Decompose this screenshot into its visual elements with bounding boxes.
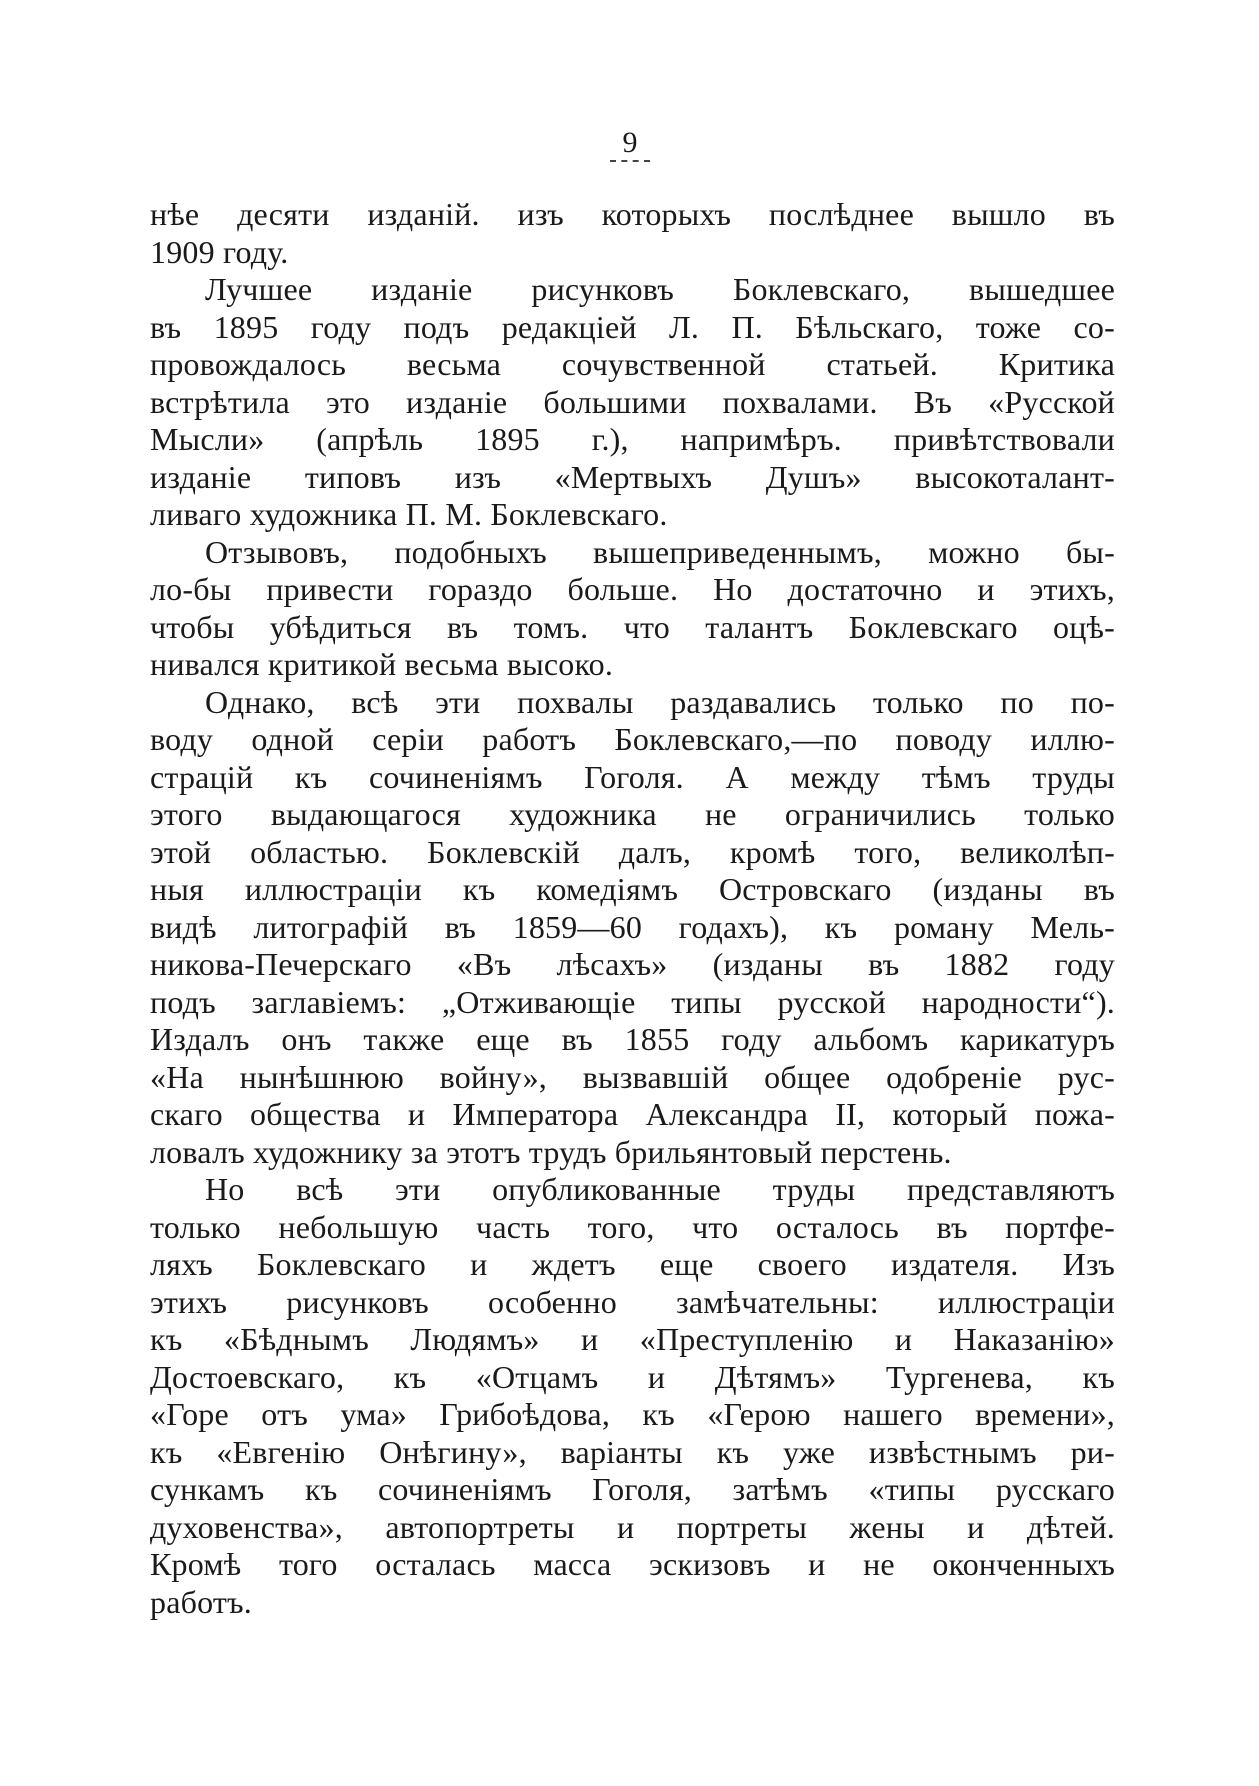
- text-line: никова-Печерскаго «Въ лѣсахъ» (изданы въ 1882 году: [150, 946, 1115, 982]
- text-line: Однако, всѣ эти похвалы раздавались только по по-: [205, 683, 1115, 720]
- text-line: нивался критикой весьма высоко.: [150, 646, 614, 682]
- text-line: Достоевскаго, къ «Отцамъ и Дѣтямъ» Тургенева, къ: [150, 1358, 1115, 1395]
- text-line: работъ.: [150, 1583, 252, 1620]
- text-line: воду одной серіи работъ Боклевскаго,—по поводу иллю-: [150, 721, 1115, 757]
- text-line: ливаго художника П. М. Боклевскаго.: [150, 496, 668, 532]
- text-line: ло-бы привести гораздо больше. Но достаточно и этихъ,: [150, 571, 1115, 607]
- page-number: [560, 128, 700, 162]
- text-line: встрѣтила это изданіе большими похвалами. Въ «Русской: [150, 383, 1115, 420]
- text-line: видѣ литографій въ 1859—60 годахъ), къ роману Мель-: [150, 908, 1115, 945]
- text-line: «На нынѣшнюю войну», вызвавшій общее одобреніе рус-: [150, 1058, 1115, 1095]
- text-line: сункамъ къ сочиненіямъ Гоголя, затѣмъ «типы русскаго: [150, 1471, 1115, 1507]
- text-line: провождалось весьма сочувственной статьей. Критика: [150, 346, 1115, 382]
- text-line: страцій къ сочиненіямъ Гоголя. А между тѣмъ труды: [150, 758, 1115, 795]
- text-line: изданіе типовъ изъ «Мертвыхъ Душъ» высокоталант-: [150, 458, 1115, 495]
- text-line: Отзывовъ, подобныхъ вышеприведеннымъ, можно бы-: [205, 533, 1115, 570]
- text-line: Кромѣ того осталась масса эскизовъ и не оконченныхъ: [150, 1546, 1115, 1582]
- text-line: этой областью. Боклевскій далъ, кромѣ того, великолѣп-: [150, 833, 1115, 870]
- text-line: ловалъ художнику за этотъ трудъ брильянтовый перстень.: [150, 1133, 952, 1170]
- text-line: подъ заглавіемъ: „Отживающіе типы русской народности“).: [150, 983, 1115, 1020]
- page-number-rule: [610, 160, 650, 162]
- text-line: чтобы убѣдиться въ томъ. что талантъ Боклевскаго оцѣ-: [150, 608, 1115, 645]
- text-line: ляхъ Боклевскаго и ждетъ еще своего издателя. Изъ: [150, 1246, 1115, 1282]
- text-line: Лучшее изданіе рисунковъ Боклевскаго, вышедшее: [205, 271, 1115, 307]
- text-line: скаго общества и Императора Александра II, который пожа-: [150, 1096, 1115, 1132]
- text-line: нѣе десяти изданій. изъ которыхъ послѣднее вышло въ: [150, 196, 1115, 232]
- text-line: ныя иллюстраціи къ комедіямъ Островскаго (изданы въ: [150, 871, 1115, 907]
- text-line: этихъ рисунковъ особенно замѣчательны: иллюстраціи: [150, 1283, 1115, 1320]
- page-number-text: 9: [622, 126, 638, 159]
- body-text: [150, 196, 1115, 1621]
- text-line: только небольшую часть того, что осталось въ портфе-: [150, 1208, 1115, 1245]
- text-line: Мысли» (апрѣль 1895 г.), напримѣръ. привѣтствовали: [150, 421, 1115, 457]
- text-line: къ «Бѣднымъ Людямъ» и «Преступленію и Наказанію»: [150, 1321, 1115, 1357]
- text-line: Но всѣ эти опубликованные труды представляютъ: [205, 1171, 1115, 1207]
- text-line: въ 1895 году подъ редакціей Л. П. Бѣльскаго, тоже со-: [150, 308, 1115, 345]
- text-line: Издалъ онъ также еще въ 1855 году альбомъ карикатуръ: [150, 1021, 1115, 1057]
- text-line: духовенства», автопортреты и портреты жены и дѣтей.: [150, 1508, 1115, 1545]
- text-line: «Горе отъ ума» Грибоѣдова, къ «Герою нашего времени»,: [150, 1396, 1115, 1432]
- text-line: къ «Евгенію Онѣгину», варіанты къ уже извѣстнымъ ри-: [150, 1433, 1115, 1470]
- text-line: этого выдающагося художника не ограничились только: [150, 796, 1115, 832]
- text-line: 1909 году.: [150, 233, 289, 270]
